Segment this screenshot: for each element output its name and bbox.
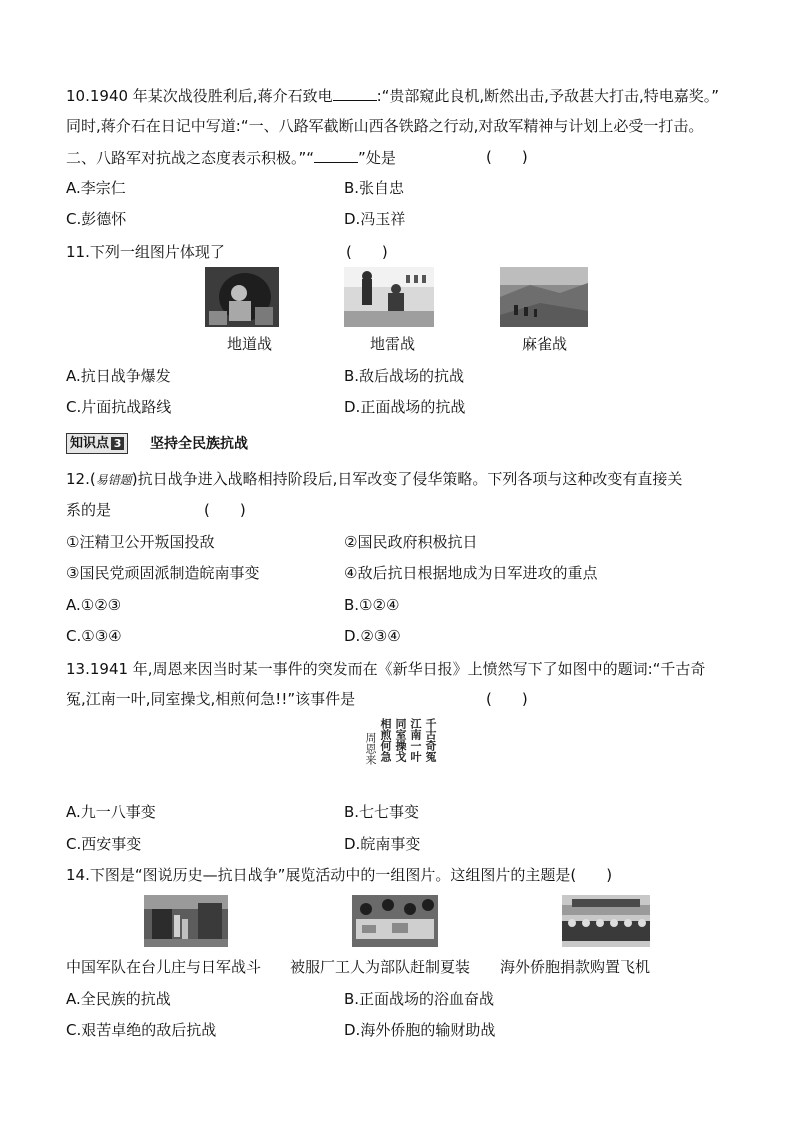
caption-taierzhuang: 中国军队在台儿庄与日军战斗	[66, 958, 262, 976]
caption-landmine-warfare: 地雷战	[370, 335, 416, 353]
q10-stem-line2: 同时,蒋介石在日记中写道:“一、八路军截断山西各铁路之行动,对敌军精神与计划上必受一打击。	[66, 117, 704, 135]
caption-overseas-donation: 海外侨胞捐款购置飞机	[500, 958, 651, 976]
q12-option-a: A.①②③	[66, 596, 122, 614]
error-prone-tag: 易错题	[95, 473, 132, 487]
overseas-chinese-aircraft-photo	[562, 895, 650, 947]
q14-option-c: C.艰苦卓绝的敌后抗战	[66, 1021, 217, 1039]
q12-item-1: ①汪精卫公开叛国投敌	[66, 533, 215, 551]
knowledge-point-number: 3	[111, 437, 124, 450]
q10-option-d: D.冯玉祥	[344, 210, 406, 228]
tunnel-warfare-photo	[205, 267, 279, 327]
q12-option-d: D.②③④	[344, 627, 401, 645]
q10-option-a: A.李宗仁	[66, 179, 126, 197]
q13-stem-line2: 冤,江南一叶,同室操戈,相煎何急!!”该事件是	[66, 690, 356, 708]
knowledge-point-badge: 知识点 3	[66, 433, 128, 454]
q13-option-d: D.皖南事变	[344, 835, 421, 853]
taierzhuang-battle-photo	[144, 895, 228, 947]
q13-stem-line1: 13.1941 年,周恩来因当时某一事件的突发而在《新华日报》上愤然写下了如图中的题词:“千古奇	[66, 660, 706, 678]
q14-option-b: B.正面战场的浴血奋战	[344, 990, 495, 1008]
caption-tunnel-warfare: 地道战	[227, 335, 273, 353]
sparrow-warfare-photo	[500, 267, 588, 327]
q10-blank-2	[314, 148, 358, 163]
caption-uniform-factory: 被服厂工人为部队赶制夏装	[290, 958, 471, 976]
q12-item-2: ②国民政府积极抗日	[344, 533, 478, 551]
q10-stem-line1: 10.1940 年某次战役胜利后,蒋介石致电 :“贵部窥此良机,断然出击,予敌甚大打击,特电嘉奖。”	[66, 87, 719, 105]
q10-answer-paren: ( )	[486, 148, 528, 166]
q13-answer-paren: ( )	[486, 690, 528, 708]
q11-option-d: D.正面战场的抗战	[344, 398, 466, 416]
q12-answer-paren: ( )	[204, 501, 246, 519]
q10-blank-1	[333, 86, 377, 101]
landmine-warfare-photo	[344, 267, 434, 327]
q12-item-4: ④敌后抗日根据地成为日军进攻的重点	[344, 564, 598, 582]
q12-stem-line2: 系的是	[66, 501, 112, 519]
q14-option-d: D.海外侨胞的输财助战	[344, 1021, 496, 1039]
uniform-factory-photo	[352, 895, 438, 947]
q14-stem: 14.下图是“图说历史—抗日战争”展览活动中的一组图片。这组图片的主题是( )	[66, 866, 613, 884]
q10-option-b: B.张自忠	[344, 179, 405, 197]
q10-option-c: C.彭德怀	[66, 210, 127, 228]
q14-option-a: A.全民族的抗战	[66, 990, 171, 1008]
q10-stem-line3: 二、八路军对抗战之态度表示积极。”“ ”处是	[66, 149, 396, 167]
q12-stem-line1: 12.(易错题)抗日战争进入战略相持阶段后,日军改变了侵华策略。下列各项与这种改变有直接关	[66, 470, 683, 488]
zhou-enlai-calligraphy	[360, 718, 436, 800]
knowledge-point-title: 坚持全民族抗战	[150, 436, 248, 452]
calligraphy-column-2: 江南一叶	[409, 718, 422, 762]
caption-sparrow-warfare: 麻雀战	[522, 335, 568, 353]
q12-item-3: ③国民党顽固派制造皖南事变	[66, 564, 260, 582]
q11-option-a: A.抗日战争爆发	[66, 367, 171, 385]
q12-option-c: C.①③④	[66, 627, 122, 645]
calligraphy-column-4: 相煎何急	[379, 718, 392, 762]
q11-answer-paren: ( )	[346, 243, 388, 261]
calligraphy-signature: 周恩来	[364, 732, 377, 765]
q13-option-b: B.七七事变	[344, 803, 420, 821]
q11-option-c: C.片面抗战路线	[66, 398, 172, 416]
q11-stem: 11.下列一组图片体现了	[66, 243, 225, 261]
calligraphy-column-1: 千古奇冤	[424, 718, 437, 762]
calligraphy-column-3: 同室操戈	[394, 718, 407, 762]
q11-option-b: B.敌后战场的抗战	[344, 367, 465, 385]
q13-option-c: C.西安事变	[66, 835, 142, 853]
q13-option-a: A.九一八事变	[66, 803, 156, 821]
q12-option-b: B.①②④	[344, 596, 400, 614]
